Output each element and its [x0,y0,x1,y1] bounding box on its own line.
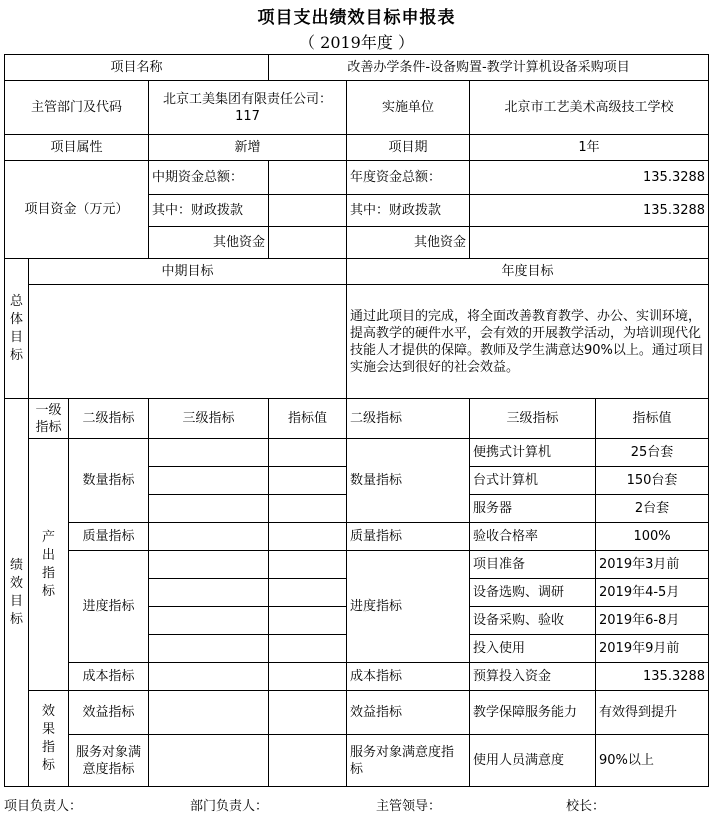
budget-item: 预算投入资金 [470,663,596,691]
annual-fiscal-label: 其中：财政拨款 [347,195,470,227]
quality-label-b: 质量指标 [347,523,470,551]
cost-label-b: 成本指标 [347,663,470,691]
project-lead-label: 项目负责人： [4,799,83,814]
mid-other-value [269,227,347,259]
annual-other-label: 其他资金 [347,227,470,259]
purchase-value: 2019年6-8月 [596,607,709,635]
quantity-label: 数量指标 [69,439,149,523]
acceptance-item: 验收合格率 [470,523,596,551]
use-item: 投入使用 [470,635,596,663]
annual-other-value [470,227,709,259]
mid-goal-text [29,285,347,399]
supervisor-label: 主管领导： [376,799,442,814]
attr-value: 新增 [149,135,347,161]
prep-value: 2019年3月前 [596,551,709,579]
impl-value: 北京市工艺美术高级技工学校 [470,81,709,135]
dept-label: 主管部门及代码 [5,81,149,135]
mid-other-label: 其他资金 [149,227,269,259]
progress-label-b: 进度指标 [347,551,470,663]
mid-fiscal-value [269,195,347,227]
period-label: 项目期 [347,135,470,161]
server-item: 服务器 [470,495,596,523]
h-level1: 一级指标 [29,399,69,439]
period-value: 1年 [470,135,709,161]
project-name-label: 项目名称 [5,55,269,81]
perf-goal-label: 绩效目标 [5,399,29,787]
attr-label: 项目属性 [5,135,149,161]
laptop-value: 25台套 [596,439,709,467]
form-title: 项目支出绩效目标申报表 [257,8,456,28]
prep-item: 项目准备 [470,551,596,579]
use-value: 2019年9月前 [596,635,709,663]
benefit-label: 效益指标 [69,691,149,735]
project-name-value: 改善办学条件-设备购置-教学计算机设备采购项目 [269,55,709,81]
teaching-item: 教学保障服务能力 [470,691,596,735]
user-sat-item: 使用人员满意度 [470,735,596,787]
purchase-item: 设备采购、验收 [470,607,596,635]
laptop-item: 便携式计算机 [470,439,596,467]
quantity-label-b: 数量指标 [347,439,470,523]
mid-fiscal-label: 其中：财政拨款 [149,195,269,227]
annual-goal-header: 年度目标 [347,259,709,285]
teaching-value: 有效得到提升 [596,691,709,735]
annual-total-value: 135.3288 [470,161,709,195]
mid-total-label: 中期资金总额： [149,161,269,195]
effect-label: 效果指标 [29,691,69,787]
overall-goal-label: 总体目标 [5,259,29,399]
progress-label: 进度指标 [69,551,149,663]
budget-value: 135.3288 [596,663,709,691]
select-value: 2019年4-5月 [596,579,709,607]
h-level2: 二级指标 [69,399,149,439]
dept-value: 北京工美集团有限责任公司：117 [149,81,347,135]
acceptance-value: 100% [596,523,709,551]
server-value: 2台套 [596,495,709,523]
output-label: 产出指标 [29,439,69,691]
satisfaction-label-b: 服务对象满意度指标 [347,735,470,787]
cost-label: 成本指标 [69,663,149,691]
impl-label: 实施单位 [347,81,470,135]
h-level3-b: 三级指标 [470,399,596,439]
funds-label: 项目资金（万元） [5,161,149,259]
h-value-b: 指标值 [596,399,709,439]
annual-total-label: 年度资金总额： [347,161,470,195]
annual-fiscal-value: 135.3288 [470,195,709,227]
annual-goal-text: 通过此项目的完成，将全面改善教育教学、办公、实训环境，提高教学的硬件水平，会有效的开展教学活动，为培训现代化技能人才提供的保障。教师及学生满意达90%以上。通过项目实施会达到很好的社会效益。 [347,285,709,399]
mid-total-value [269,161,347,195]
desktop-item: 台式计算机 [470,467,596,495]
mid-goal-header: 中期目标 [29,259,347,285]
benefit-label-b: 效益指标 [347,691,470,735]
h-value: 指标值 [269,399,347,439]
dept-lead-label: 部门负责人： [190,799,269,814]
principal-label: 校长： [566,799,606,814]
quality-label: 质量指标 [69,523,149,551]
performance-table [4,54,709,787]
satisfaction-label: 服务对象满意度指标 [69,735,149,787]
h-level2-b: 二级指标 [347,399,470,439]
desktop-value: 150台套 [596,467,709,495]
form-year: （ 2019年度 ） [299,33,414,52]
user-sat-value: 90%以上 [596,735,709,787]
h-level3: 三级指标 [149,399,269,439]
select-item: 设备选购、调研 [470,579,596,607]
signature-footer [0,795,713,813]
